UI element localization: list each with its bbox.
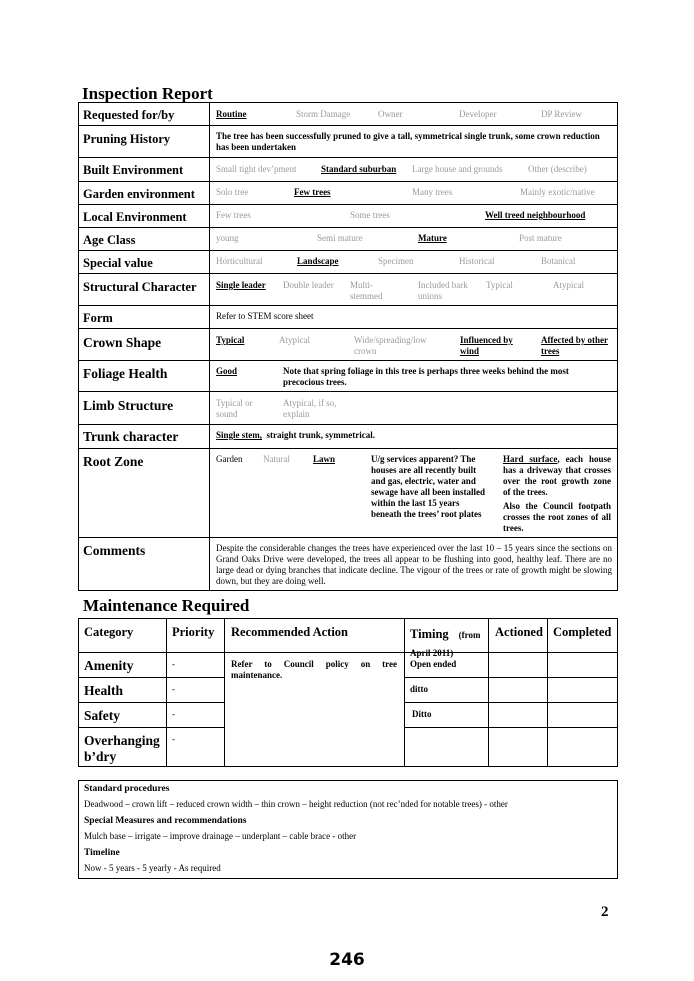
comments-label: Comments (83, 543, 146, 558)
built-option-small: Small tight dev’pment (216, 164, 297, 174)
foliage-label: Foliage Health (83, 366, 168, 381)
requested-option-dp-review: DP Review (541, 109, 582, 119)
maint-header-priority: Priority (172, 625, 215, 639)
structural-option-double: Double leader (283, 280, 334, 290)
structural-option-typical: Typical (486, 280, 513, 290)
crown-option-other-trees: Affected by other trees (541, 335, 608, 356)
limb-option-typical: Typical or sound (216, 398, 253, 419)
trunk-rest: straight trunk, symmetrical. (262, 430, 375, 440)
maint-row-priority: - (172, 684, 175, 694)
built-option-large: Large house and grounds (412, 164, 503, 174)
procedures-text: Deadwood – crown lift – reduced crown width – thin crown – height reduction (not rec’nded for notable trees) - other (84, 799, 508, 809)
crown-option-wide: Wide/spreading/low crown (354, 335, 427, 356)
inspection-title: Inspection Report (82, 84, 213, 103)
root-hard-surface-rest: , each house has a driveway that crosses over the root growth zone of the trees. (503, 454, 611, 497)
special-option-botanical: Botanical (541, 256, 576, 266)
maint-row-category: Amenity (84, 658, 134, 673)
requested-option-developer: Developer (459, 109, 497, 119)
maint-header-category: Category (84, 625, 134, 639)
maintenance-title: Maintenance Required (83, 596, 250, 615)
form-label: Form (83, 311, 113, 325)
requested-option-storm: Storm Damage (296, 109, 351, 119)
maint-row-category: Safety (84, 708, 120, 723)
structural-label: Structural Character (83, 280, 197, 294)
maint-row-category: Overhanging b’dry (84, 733, 160, 764)
structural-option-atypical: Atypical (553, 280, 584, 290)
maint-row-category: Health (84, 683, 123, 698)
section-number: 2 (601, 904, 609, 920)
maint-header-actioned: Actioned (495, 625, 543, 639)
root-hard-surface-text (503, 454, 611, 498)
garden-label: Garden environment (83, 187, 195, 201)
trunk-value: Single stem, (216, 430, 262, 440)
requested-option-owner: Owner (378, 109, 403, 119)
special-measures-title: Special Measures and recommendations (84, 816, 247, 826)
requested-label: Requested for/by (83, 108, 175, 122)
garden-option-exotic: Mainly exotic/native (520, 187, 595, 197)
limb-label: Limb Structure (83, 398, 174, 413)
pruning-text: The tree has been successfully pruned to give a tall, symmetrical single trunk, some crown reduction has been undertaken (216, 131, 600, 152)
crown-option-typical: Typical (216, 335, 245, 345)
root-option-lawn: Lawn (313, 454, 336, 464)
requested-option-routine: Routine (216, 109, 247, 119)
built-option-standard: Standard suburban (321, 164, 397, 174)
page-number: 246 (329, 950, 365, 970)
maint-header-action: Recommended Action (231, 625, 348, 639)
age-option-young: young (216, 233, 239, 243)
special-option-landscape: Landscape (297, 256, 339, 266)
local-label: Local Environment (83, 210, 187, 224)
pruning-label: Pruning History (83, 132, 171, 146)
foliage-note: Note that spring foliage in this tree is perhaps three weeks behind the most precocious trees. (283, 366, 569, 387)
limb-option-atypical: Atypical, if so, explain (283, 398, 337, 419)
garden-option-solo: Solo tree (216, 187, 249, 197)
root-option-garden: Garden (216, 454, 243, 464)
garden-option-many: Many trees (412, 187, 453, 197)
structural-option-bark: Included bark unions (418, 280, 468, 301)
age-option-mature: Mature (418, 233, 447, 243)
maint-row-priority: - (172, 659, 175, 669)
root-hard-surface-title: Hard surface (503, 454, 558, 464)
age-option-semi-mature: Semi mature (317, 233, 363, 243)
special-measures-text: Mulch base – irrigate – improve drainage – underplant – cable brace - other (84, 831, 357, 841)
local-option-some: Some trees (350, 210, 390, 220)
structural-option-multi: Multi-stemmed (350, 280, 383, 301)
maint-header-timing-cell (410, 625, 486, 661)
foliage-value: Good (216, 366, 238, 376)
special-option-historical: Historical (459, 256, 495, 266)
maint-row-timing: Ditto (412, 709, 432, 719)
maint-header-timing: Timing (410, 627, 449, 641)
age-label: Age Class (83, 233, 136, 247)
maint-header-completed: Completed (553, 625, 612, 639)
maint-action-text: Refer to Council policy on tree maintenance. (231, 659, 397, 680)
maint-row-priority: - (172, 734, 175, 744)
maint-row-priority: - (172, 709, 175, 719)
maint-header-timing-note: (from April 2011) (410, 630, 481, 658)
root-option-natural: Natural (263, 454, 290, 464)
comments-text: Despite the considerable changes the trees have experienced over the last 10 – 15 years since the sections on Grand Oaks Drive were developed, the trees all appear to be flushing into good, healthy leaf. There are no large dead or dying branches that indicate decline. The vigour of the trees or rate of growth might be slowing down, but they are doing well. (216, 543, 612, 586)
maint-row-timing: ditto (410, 684, 428, 694)
maint-row-timing: Open ended (410, 659, 457, 669)
crown-label: Crown Shape (83, 335, 162, 350)
timeline-text: Now - 5 years - 5 yearly - As required (84, 863, 221, 873)
form-text: Refer to STEM score sheet (216, 311, 314, 321)
built-option-other: Other (describe) (528, 164, 587, 174)
crown-option-wind: Influenced by wind (460, 335, 513, 356)
trunk-text (216, 430, 375, 441)
local-option-well-treed: Well treed neighbourhood (485, 210, 586, 220)
age-option-post-mature: Post mature (519, 233, 562, 243)
root-label: Root Zone (83, 454, 144, 469)
trunk-label: Trunk character (83, 429, 179, 444)
special-option-specimen: Specimen (378, 256, 414, 266)
procedures-title: Standard procedures (84, 784, 170, 794)
local-option-few: Few trees (216, 210, 251, 220)
timeline-title: Timeline (84, 848, 120, 858)
garden-option-few: Few trees (294, 187, 331, 197)
special-option-horticultural: Horticultural (216, 256, 263, 266)
root-services-text: U/g services apparent? The houses are all recently built and gas, electric, water and sewage have all been installed within the last 15 years beneath the trees’ root plates (371, 454, 485, 519)
built-label: Built Environment (83, 163, 184, 177)
special-label: Special value (83, 256, 153, 270)
structural-option-single: Single leader (216, 280, 266, 290)
crown-option-atypical: Atypical (279, 335, 310, 345)
root-council-text: Also the Council footpath crosses the root zones of all trees. (503, 501, 611, 533)
